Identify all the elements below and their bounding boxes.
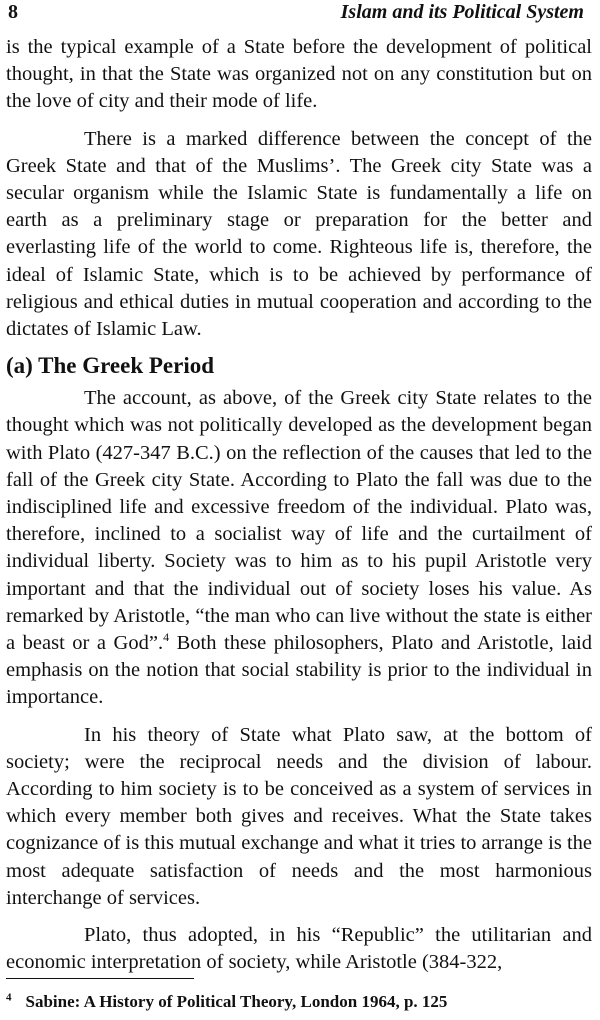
footnote-divider	[6, 978, 194, 979]
paragraph-5: Plato, thus adopted, in his “Republic” the utilitarian and economic interpretation of society, while Aristotle (384-322,	[6, 924, 592, 974]
paragraph-3-text-a: The account, as above, of the Greek city State relates to the thought which was not politically developed as the development began with Plato (427-347 B.C.) on the reflection of the causes that led to the fall of the Greek city State. According to Plato the fall was due to the indisciplined life and excessive freedom of the individual. Plato was, therefore, inclined to a socialist way of life and the curtailment of individual liberty. Society was to him as to his pupil Aristotle very important and that the individual out of society loses his value. As remarked by Aristotle, “the man who can live without the state is either a beast or a God”.	[6, 387, 592, 655]
footnote-text: Sabine: A History of Political Theory, London 1964, p. 125	[25, 992, 448, 1011]
running-title: Islam and its Political System	[340, 1, 584, 23]
paragraph-3	[6, 385, 592, 711]
paragraph-3-text-b: Both these philosophers, Plato and Aristotle, laid emphasis on the notion that social stability is prior to the individual in importance.	[6, 632, 592, 709]
paragraph-1: is the typical example of a State before the development of political thought, in that the State was organized not on any constitution but on the love of city and their mode of life.	[6, 36, 592, 113]
footnote-reference: 4	[163, 630, 170, 645]
paragraph-2: There is a marked difference between the concept of the Greek State and that of the Muslims’. The Greek city State was a secular organism while the Islamic State is fundamentally a life on earth as a preliminary stage or preparation for the better and everlasting life of the world to come. Righteous life is, therefore, the ideal of Islamic State, which is to be achieved by performance of religious and ethical duties in mutual cooperation and according to the dictates of Islamic Law.	[6, 127, 592, 341]
footnote-mark: 4	[6, 991, 12, 1004]
footnote	[6, 992, 447, 1012]
paragraph-4: In his theory of State what Plato saw, at the bottom of society; were the reciprocal needs and the division of labour. According to him society is to be conceived as a system of services in which every member both gives and receives. What the State takes cognizance of is this mutual exchange and what it tries to arrange is the most adequate satisfaction of needs and the most harmonious interchange of services.	[6, 723, 592, 909]
page-number: 8	[8, 1, 18, 23]
running-header	[6, 0, 592, 34]
section-heading: (a) The Greek Period	[6, 353, 215, 379]
